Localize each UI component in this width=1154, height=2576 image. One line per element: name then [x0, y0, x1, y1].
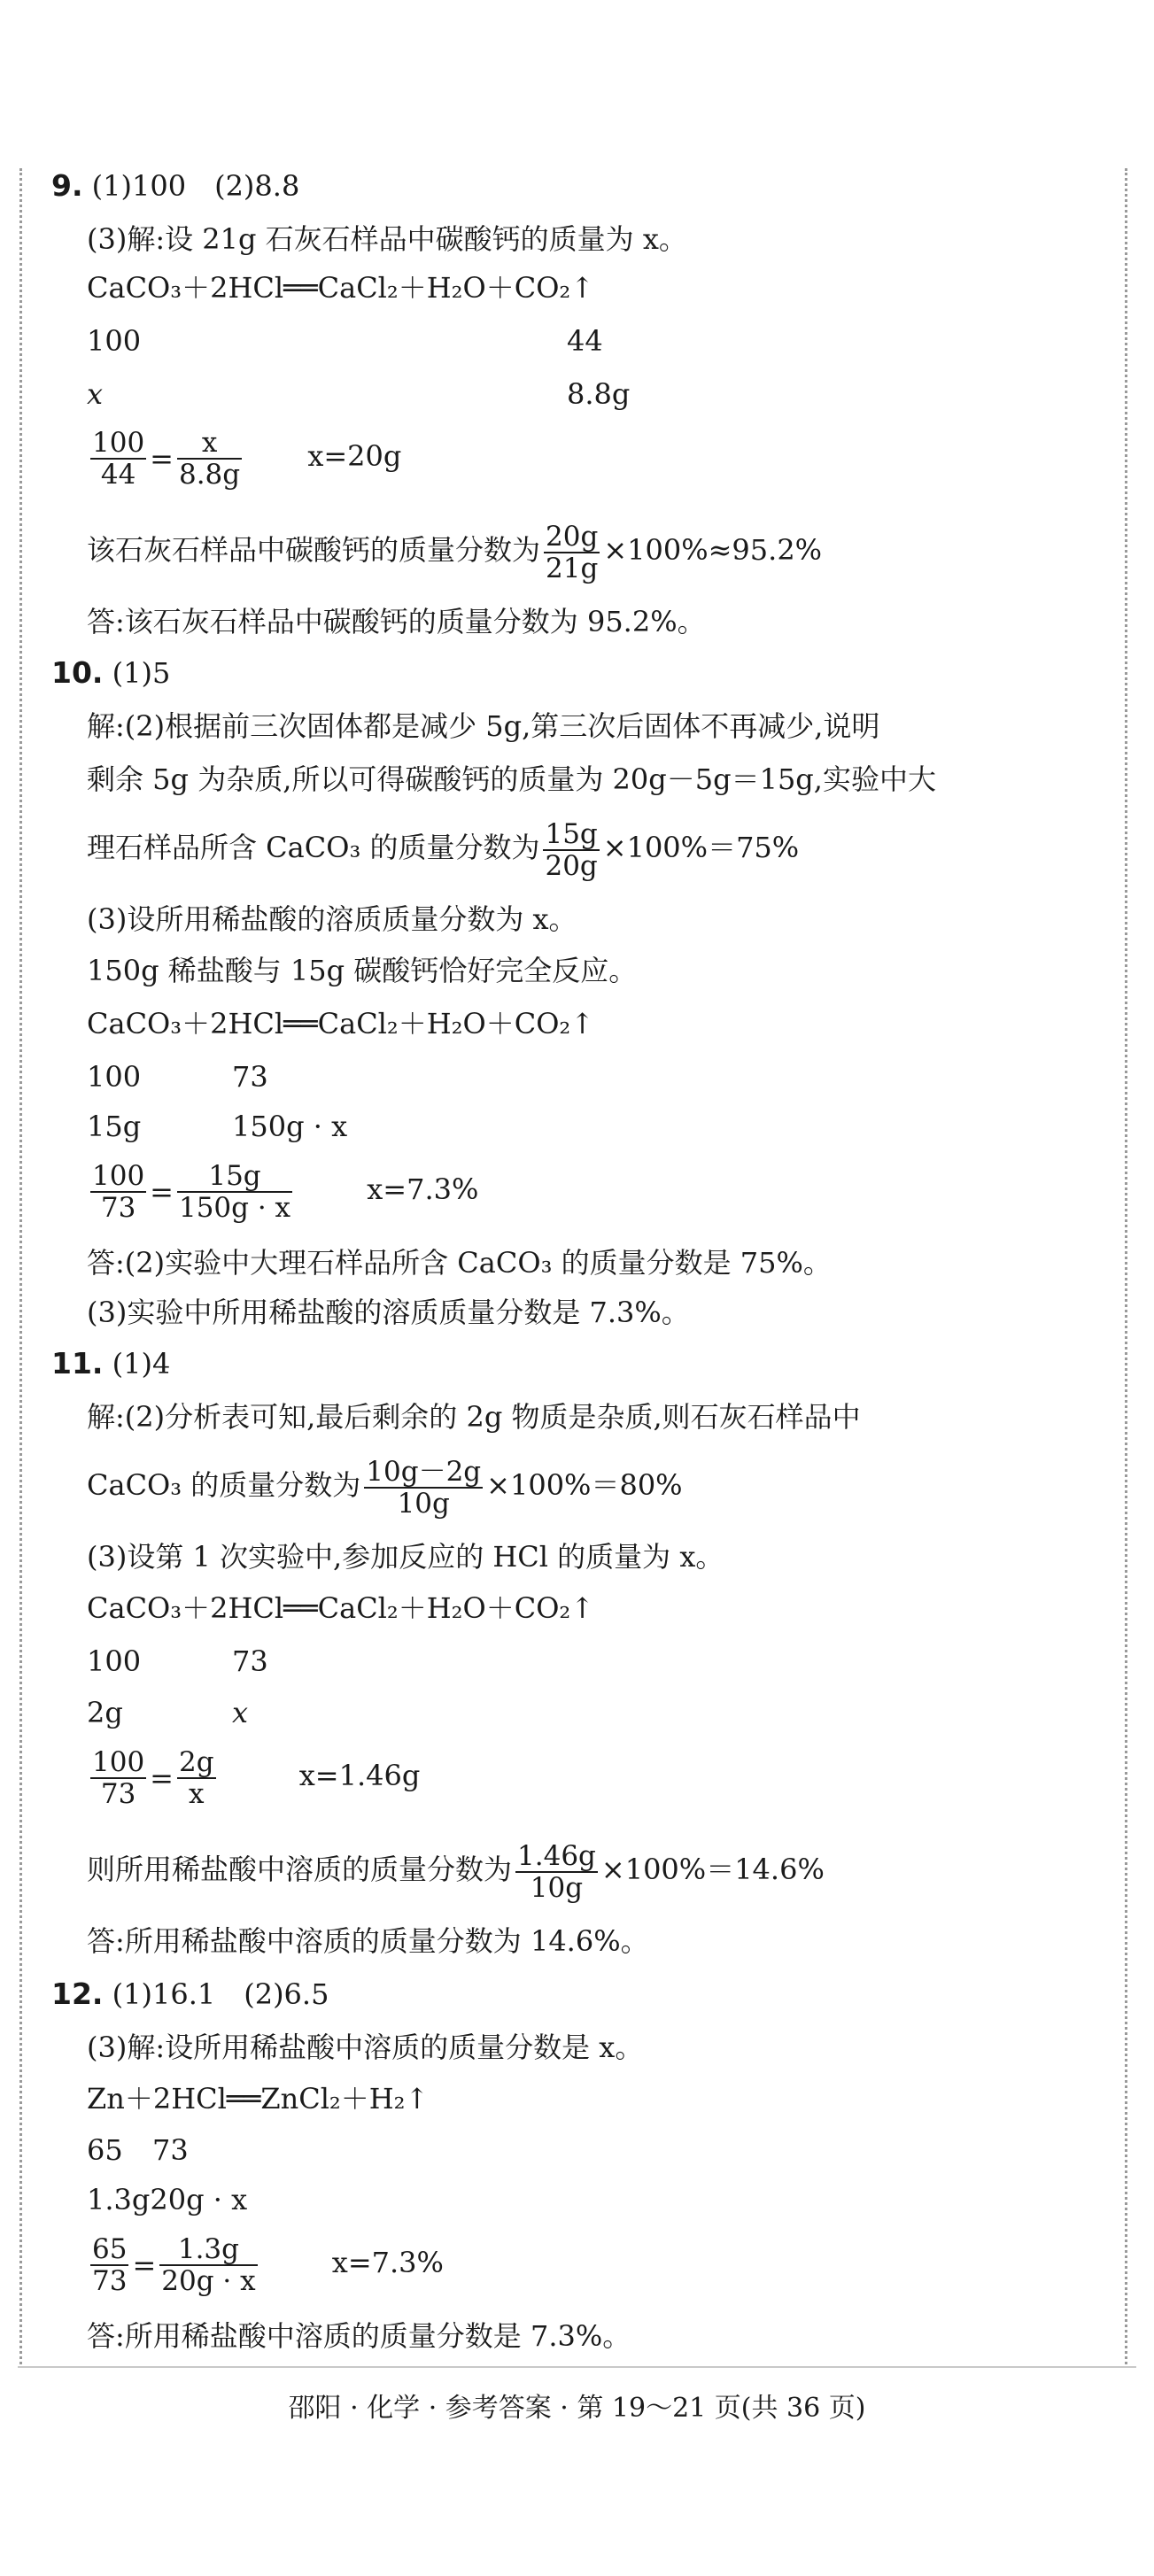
- q10-ratio-2b: 150g · x: [232, 1110, 348, 1143]
- q10-answer-2: (3)实验中所用稀盐酸的溶质质量分数是 7.3%。: [87, 1296, 690, 1329]
- q12-result: x=7.3%: [331, 2246, 444, 2279]
- q10-answer-1: 答:(2)实验中大理石样品所含 CaCO₃ 的质量分数是 75%。: [87, 1246, 832, 1280]
- q10-header: [51, 655, 170, 691]
- q11-part1: (1)4: [112, 1347, 171, 1381]
- q9-setup: (3)解:设 21g 石灰石样品中碳酸钙的质量为 x。: [87, 222, 687, 256]
- q11-number: 11.: [51, 1346, 104, 1381]
- q11-fraction: $\frac{10g-2g}{10g}$: [366, 1455, 482, 1520]
- q9-number: 9.: [51, 168, 83, 203]
- q10-fraction: $\frac{15g}{20g}$: [545, 817, 598, 882]
- q10-ratio-1b: 73: [232, 1060, 268, 1094]
- q11-header: [51, 1346, 170, 1381]
- q12-fraction-left: $\frac{65}{73}$: [92, 2232, 128, 2297]
- q11-ratio-2a: 2g: [87, 1696, 123, 1729]
- q9-answer: 答:该石灰石样品中碳酸钙的质量分数为 95.2%。: [87, 605, 706, 638]
- q11-line-1: 解:(2)分析表可知,最后剩余的 2g 物质是杂质,则石灰石样品中: [87, 1400, 861, 1434]
- q11-fraction-left: $\frac{100}{73}$: [92, 1745, 145, 1810]
- q12-ratio-1a: 65: [87, 2133, 123, 2167]
- q12-ratio-2: 1.3g20g · x: [87, 2183, 248, 2216]
- q10-number: 10.: [51, 655, 104, 690]
- q10-part1: (1)5: [112, 656, 171, 690]
- q9-fraction-left: $\frac{100}{44}$: [92, 426, 145, 491]
- q11-answer: 答:所用稀盐酸中溶质的质量分数为 14.6%。: [87, 1924, 649, 1958]
- q9-calc-fraction: $\frac{20g}{21g}$: [546, 520, 599, 584]
- q9-result: x=20g: [307, 439, 402, 473]
- q10-line-3: 理石样品所含 CaCO₃ 的质量分数为 $\frac{15g}{20g}$ ×100%＝75%: [87, 817, 800, 882]
- q11-ratio-1a: 100: [87, 1644, 142, 1678]
- q11-calc-fraction: $\frac{1.46g}{10g}$: [517, 1839, 596, 1904]
- q12-answer: 答:所用稀盐酸中溶质的质量分数是 7.3%。: [87, 2319, 631, 2353]
- q11-ratio-2b: x: [232, 1696, 249, 1729]
- q11-line-2: CaCO₃ 的质量分数为 $\frac{10g-2g}{10g}$ ×100%＝80%: [87, 1455, 683, 1520]
- q9-ratio-2a: x: [87, 377, 104, 411]
- q10-proportion: $\frac{100}{73}$ = $\frac{15g}{150g \cdot x}$ x=7.3%: [92, 1159, 479, 1224]
- q9-equation: CaCO₃＋2HCl══CaCl₂＋H₂O＋CO₂↑: [87, 271, 595, 305]
- q10-line-4: (3)设所用稀盐酸的溶质质量分数为 x。: [87, 902, 577, 936]
- q9-proportion: $\frac{100}{44}$ = $\frac{x}{8.8g}$ x=20g: [92, 426, 402, 491]
- q9-fraction-right: $\frac{x}{8.8g}$: [178, 426, 241, 491]
- q12-header: [51, 1976, 329, 2012]
- q11-result: x=1.46g: [298, 1759, 421, 1792]
- q9-ratio-2b: 8.8g: [567, 377, 631, 411]
- left-dotted-border: [19, 168, 22, 2364]
- q10-line-1: 解:(2)根据前三次固体都是减少 5g,第三次后固体不再减少,说明: [87, 709, 880, 743]
- q12-parts: (1)16.1 (2)6.5: [112, 1977, 329, 2011]
- q9-ratio-1b: 44: [567, 324, 603, 358]
- q10-line-5: 150g 稀盐酸与 15g 碳酸钙恰好完全反应。: [87, 954, 638, 987]
- q10-ratio-1a: 100: [87, 1060, 142, 1094]
- q12-setup: (3)解:设所用稀盐酸中溶质的质量分数是 x。: [87, 2031, 644, 2064]
- q11-equation: CaCO₃＋2HCl══CaCl₂＋H₂O＋CO₂↑: [87, 1591, 595, 1625]
- q9-parts: (1)100 (2)8.8: [91, 169, 300, 203]
- q11-line-3: (3)设第 1 次实验中,参加反应的 HCl 的质量为 x。: [87, 1540, 724, 1574]
- q10-ratio-2a: 15g: [87, 1110, 142, 1143]
- q11-proportion: $\frac{100}{73}$ = $\frac{2g}{x}$ x=1.46g: [92, 1745, 421, 1810]
- q10-line-2: 剩余 5g 为杂质,所以可得碳酸钙的质量为 20g－5g＝15g,实验中大: [87, 762, 936, 796]
- q10-result: x=7.3%: [367, 1172, 479, 1206]
- q11-fraction-right: $\frac{2g}{x}$: [178, 1745, 214, 1810]
- right-dotted-border: [1125, 168, 1127, 2364]
- q10-fraction-right: $\frac{15g}{150g \cdot x}$: [178, 1159, 291, 1224]
- footer-divider: [18, 2366, 1136, 2368]
- q9-header: [51, 168, 299, 204]
- q11-calculation: 则所用稀盐酸中溶质的质量分数为 $\frac{1.46g}{10g}$ ×100%＝14.6%: [87, 1839, 825, 1904]
- q11-ratio-1b: 73: [232, 1644, 268, 1678]
- page-footer: 邵阳 · 化学 · 参考答案 · 第 19～21 页(共 36 页): [288, 2393, 866, 2424]
- q12-equation: Zn＋2HCl══ZnCl₂＋H₂↑: [87, 2082, 430, 2116]
- q12-fraction-right: $\frac{1.3g}{20g \cdot x}$: [161, 2232, 256, 2297]
- q9-calculation: 该石灰石样品中碳酸钙的质量分数为 $\frac{20g}{21g}$ ×100%≈95.2%: [87, 520, 823, 584]
- q12-ratio-1b: 73: [152, 2133, 189, 2167]
- q10-fraction-left: $\frac{100}{73}$: [92, 1159, 145, 1224]
- q10-equation: CaCO₃＋2HCl══CaCl₂＋H₂O＋CO₂↑: [87, 1007, 595, 1040]
- q12-number: 12.: [51, 1976, 104, 2011]
- q12-proportion: $\frac{65}{73}$ = $\frac{1.3g}{20g \cdot x}$ x=7.3%: [92, 2232, 444, 2297]
- q9-ratio-1a: 100: [87, 324, 142, 358]
